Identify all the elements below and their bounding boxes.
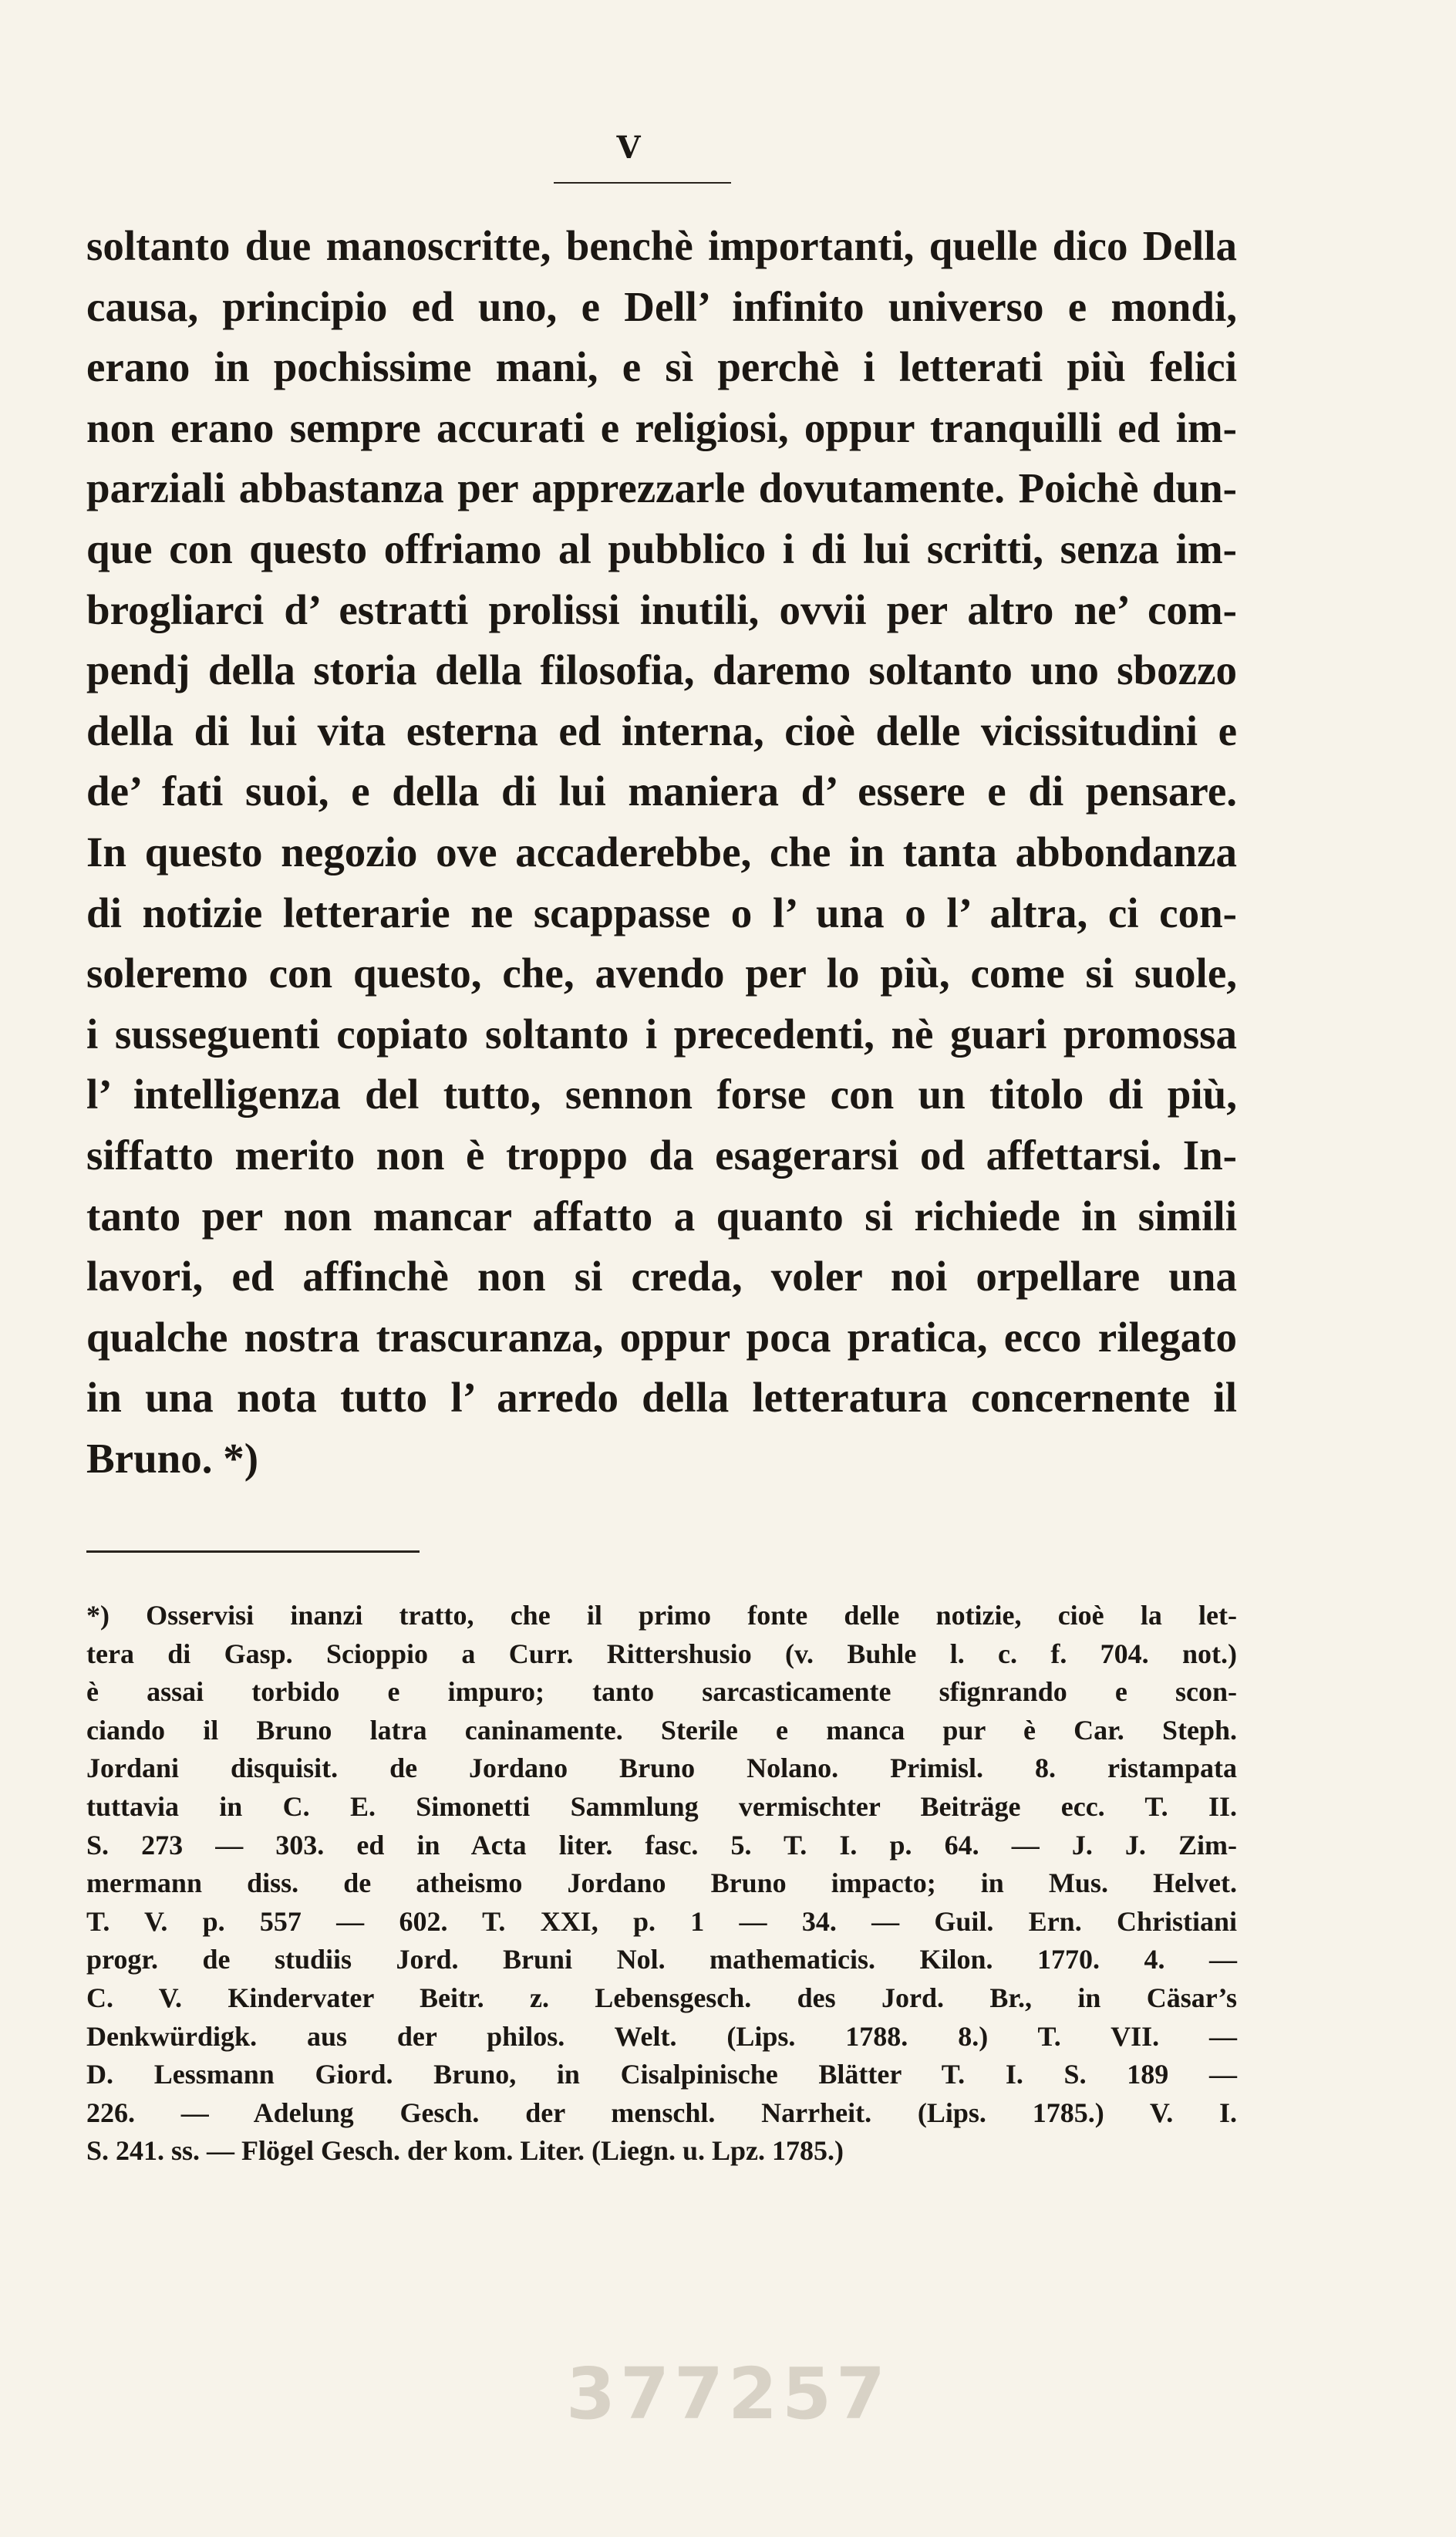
text-line: lavori, ed affinchè non si creda, voler noi orpellare una <box>86 1253 1237 1301</box>
footnote-line: *) Osservisi inanzi tratto, che il primo fonte delle notizie, cioè la let- <box>86 1600 1237 1631</box>
shelfmark-stamp: 377257 <box>565 2353 891 2435</box>
text-line: Bruno. *) <box>86 1434 259 1482</box>
footnote-line: tuttavia in C. E. Simonetti Sammlung vermischter Beiträge ecc. T. II. <box>86 1790 1237 1822</box>
text-line: della di lui vita esterna ed interna, cioè delle vicissitudini e <box>86 707 1237 754</box>
footnote-line: C. V. Kindervater Beitr. z. Lebensgesch. des Jord. Br., in Cäsar’s <box>86 1982 1237 2013</box>
footnote-line: è assai torbido e impuro; tanto sarcasticamente sfignrando e scon- <box>86 1676 1237 1708</box>
footnote-rule <box>86 1550 420 1553</box>
text-line: in una nota tutto l’ arredo della letteratura concernente il <box>86 1374 1237 1422</box>
text-line: brogliarci d’ estratti prolissi inutili, ovvii per altro ne’ com- <box>86 585 1237 633</box>
text-line: parziali abbastanza per apprezzarle dovutamente. Poichè dun- <box>86 464 1237 512</box>
text-line: In questo negozio ove accaderebbe, che in tanta abbondanza <box>86 828 1237 875</box>
footnote-line: ciando il Bruno latra caninamente. Sterile e manca pur è Car. Steph. <box>86 1714 1237 1746</box>
footnote-line: tera di Gasp. Scioppio a Curr. Rittershusio (v. Buhle l. c. f. 704. not.) <box>86 1638 1237 1669</box>
main-text <box>86 216 1237 1489</box>
footnote <box>86 1597 1237 2171</box>
text-line: non erano sempre accurati e religiosi, oppur tranquilli ed im- <box>86 403 1237 451</box>
footnote-line: 226. — Adelung Gesch. der menschl. Narrheit. (Lips. 1785.) V. I. <box>86 2097 1237 2128</box>
text-line: soltanto due manoscritte, benchè importanti, quelle dico Della <box>86 222 1237 269</box>
text-line: de’ fati suoi, e della di lui maniera d’ essere e di pensare. <box>86 768 1237 815</box>
footnote-line: mermann diss. de atheismo Jordano Bruno impacto; in Mus. Helvet. <box>86 1867 1237 1899</box>
text-line: tanto per non mancar affatto a quanto si richiede in simili <box>86 1192 1237 1240</box>
footnote-line: S. 273 — 303. ed in Acta liter. fasc. 5. T. I. p. 64. — J. J. Zim- <box>86 1829 1237 1861</box>
footnote-line: Jordani disquisit. de Jordano Bruno Nolano. Primisl. 8. ristampata <box>86 1753 1237 1784</box>
text-line: i susseguenti copiato soltanto i precedenti, nè guari promossa <box>86 1010 1237 1058</box>
footnote-line: Denkwürdigk. aus der philos. Welt. (Lips. 1788. 8.) T. VII. — <box>86 2020 1237 2052</box>
footnote-line: progr. de studiis Jord. Bruni Nol. mathematicis. Kilon. 1770. 4. — <box>86 1944 1237 1975</box>
text-line: l’ intelligenza del tutto, sennon forse con un titolo di più, <box>86 1071 1237 1118</box>
text-line: siffatto merito non è troppo da esagerarsi od affettarsi. In- <box>86 1131 1237 1179</box>
footnote-line: S. 241. ss. — Flögel Gesch. der kom. Liter. (Liegn. u. Lpz. 1785.) <box>86 2135 844 2167</box>
text-line: qualche nostra trascuranza, oppur poca pratica, ecco rilegato <box>86 1313 1237 1361</box>
text-line: pendj della storia della filosofia, daremo soltanto uno sbozzo <box>86 646 1237 694</box>
footnote-line: T. V. p. 557 — 602. T. XXI, p. 1 — 34. — Guil. Ern. Christiani <box>86 1905 1237 1937</box>
text-line: que con questo offriamo al pubblico i di lui scritti, senza im- <box>86 525 1237 572</box>
text-line: soleremo con questo, che, avendo per lo più, come si suole, <box>86 950 1237 997</box>
page-number: V <box>616 130 641 166</box>
text-line: erano in pochissime mani, e sì perchè i letterati più felici <box>86 343 1237 391</box>
header-rule <box>554 182 731 184</box>
text-line: di notizie letterarie ne scappasse o l’ una o l’ altra, ci con- <box>86 889 1237 936</box>
text-line: causa, principio ed uno, e Dell’ infinito universo e mondi, <box>86 282 1237 330</box>
footnote-line: D. Lessmann Giord. Bruno, in Cisalpinische Blätter T. I. S. 189 — <box>86 2059 1237 2090</box>
